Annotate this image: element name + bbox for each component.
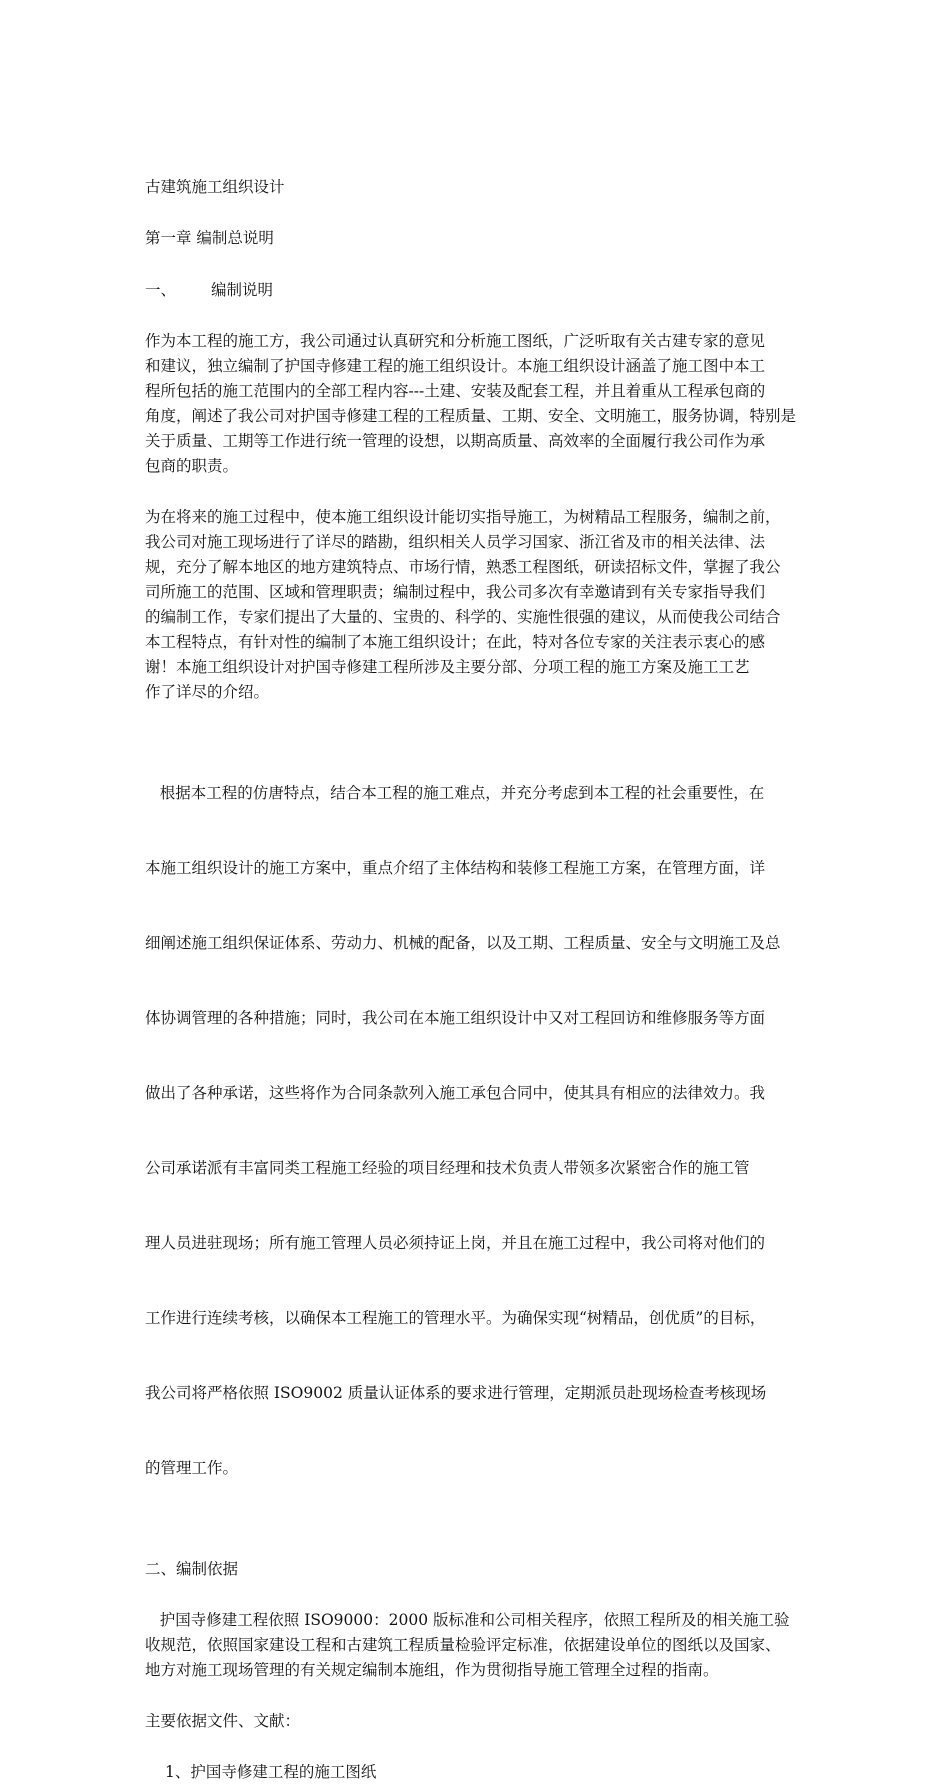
paragraph-3: [145, 731, 815, 1531]
paragraph-4: [145, 1608, 815, 1683]
paragraph-line: 细阐述施工组织保证体系、劳动力、机械的配备，以及工期、工程质量、安全与文明施工及总: [145, 934, 781, 952]
paragraph-line: 司所施工的范围、区域和管理职责；编制过程中，我公司多次有幸邀请到有关专家指导我们: [145, 583, 766, 601]
paragraph-line: 地方对施工现场管理的有关规定编制本施组，作为贯彻指导施工管理全过程的指南。: [145, 1661, 719, 1679]
paragraph-line: 理人员进驻现场；所有施工管理人员必须持证上岗，并且在施工过程中，我公司将对他们的: [145, 1234, 766, 1252]
paragraph-line: 规，充分了解本地区的地方建筑特点、市场行情，熟悉工程图纸，研读招标文件，掌握了我公: [145, 558, 781, 576]
paragraph-line: 根据本工程的仿唐特点，结合本工程的施工难点，并充分考虑到本工程的社会重要性，在: [145, 784, 765, 802]
paragraph-line: 收规范，依照国家建设工程和古建筑工程质量检验评定标准，依据建设单位的图纸以及国家、: [145, 1636, 781, 1654]
paragraph-line: 和建议，独立编制了护国寺修建工程的施工组织设计。本施工组织设计涵盖了施工图中本工: [145, 357, 766, 375]
paragraph-line: 我公司对施工现场进行了详尽的踏勘，组织相关人员学习国家、浙江省及市的相关法律、法: [145, 533, 766, 551]
paragraph-line: 角度，阐述了我公司对护国寺修建工程的工程质量、工期、安全、文明施工，服务协调，特别是: [145, 407, 797, 425]
paragraph-line: 为在将来的施工过程中，使本施工组织设计能切实指导施工，为树精品工程服务，编制之前，: [145, 508, 781, 526]
paragraph-line: 谢！本施工组织设计对护国寺修建工程所涉及主要分部、分项工程的施工方案及施工工艺: [145, 658, 750, 676]
list-item: 1、护国寺修建工程的施工图纸: [165, 1763, 377, 1781]
paragraph-line: 公司承诺派有丰富同类工程施工经验的项目经理和技术负责人带领多次紧密合作的施工管: [145, 1159, 750, 1177]
paragraph-line: 程所包括的施工范围内的全部工程内容---土建、安装及配套工程，并且着重从工程承包商的: [145, 382, 766, 400]
paragraph-line: 本施工组织设计的施工方案中，重点介绍了主体结构和装修工程施工方案，在管理方面，详: [145, 859, 766, 877]
paragraph-line: 做出了各种承诺，这些将作为合同条款列入施工承包合同中，使其具有相应的法律效力。我: [145, 1084, 766, 1102]
paragraph-line: 的编制工作，专家们提出了大量的、宝贵的、科学的、实施性很强的建议，从而使我公司结合: [145, 608, 781, 626]
documents-heading: 主要依据文件、文献：: [145, 1712, 301, 1730]
section-label: 编制说明: [211, 281, 274, 299]
paragraph-line: 护国寺修建工程依照 ISO9000：2000 版标准和公司相关程序，依照工程所及的相关施工验: [145, 1611, 790, 1629]
paragraph-line: 我公司将严格依照 ISO9002 质量认证体系的要求进行管理，定期派员赴现场检查考核现场: [145, 1384, 767, 1402]
paragraph-line: 本工程特点，有针对性的编制了本施工组织设计；在此，特对各位专家的关注表示衷心的感: [145, 633, 766, 651]
paragraph-line: 作为本工程的施工方，我公司通过认真研究和分析施工图纸，广泛听取有关古建专家的意见: [145, 332, 766, 350]
paragraph-line: 关于质量、工期等工作进行统一管理的设想，以期高质量、高效率的全面履行我公司作为承: [145, 432, 766, 450]
section-heading-2: 二、编制依据: [145, 1560, 239, 1578]
paragraph-line: 工作进行连续考核，以确保本工程施工的管理水平。为确保实现“树精品，创优质”的目标，: [145, 1309, 766, 1327]
document-title: 古建筑施工组织设计: [145, 178, 285, 196]
paragraph-2: [145, 505, 815, 705]
paragraph-1: [145, 329, 815, 479]
paragraph-line: 作了详尽的介绍。: [145, 683, 270, 701]
chapter-heading: 第一章 编制总说明: [145, 229, 274, 247]
section-number: 一、: [145, 281, 177, 299]
paragraph-line: 的管理工作。: [145, 1459, 239, 1477]
section-heading-1: [145, 278, 815, 303]
paragraph-line: 体协调管理的各种措施；同时，我公司在本施工组织设计中又对工程回访和维修服务等方面: [145, 1009, 766, 1027]
paragraph-line: 包商的职责。: [145, 457, 239, 475]
